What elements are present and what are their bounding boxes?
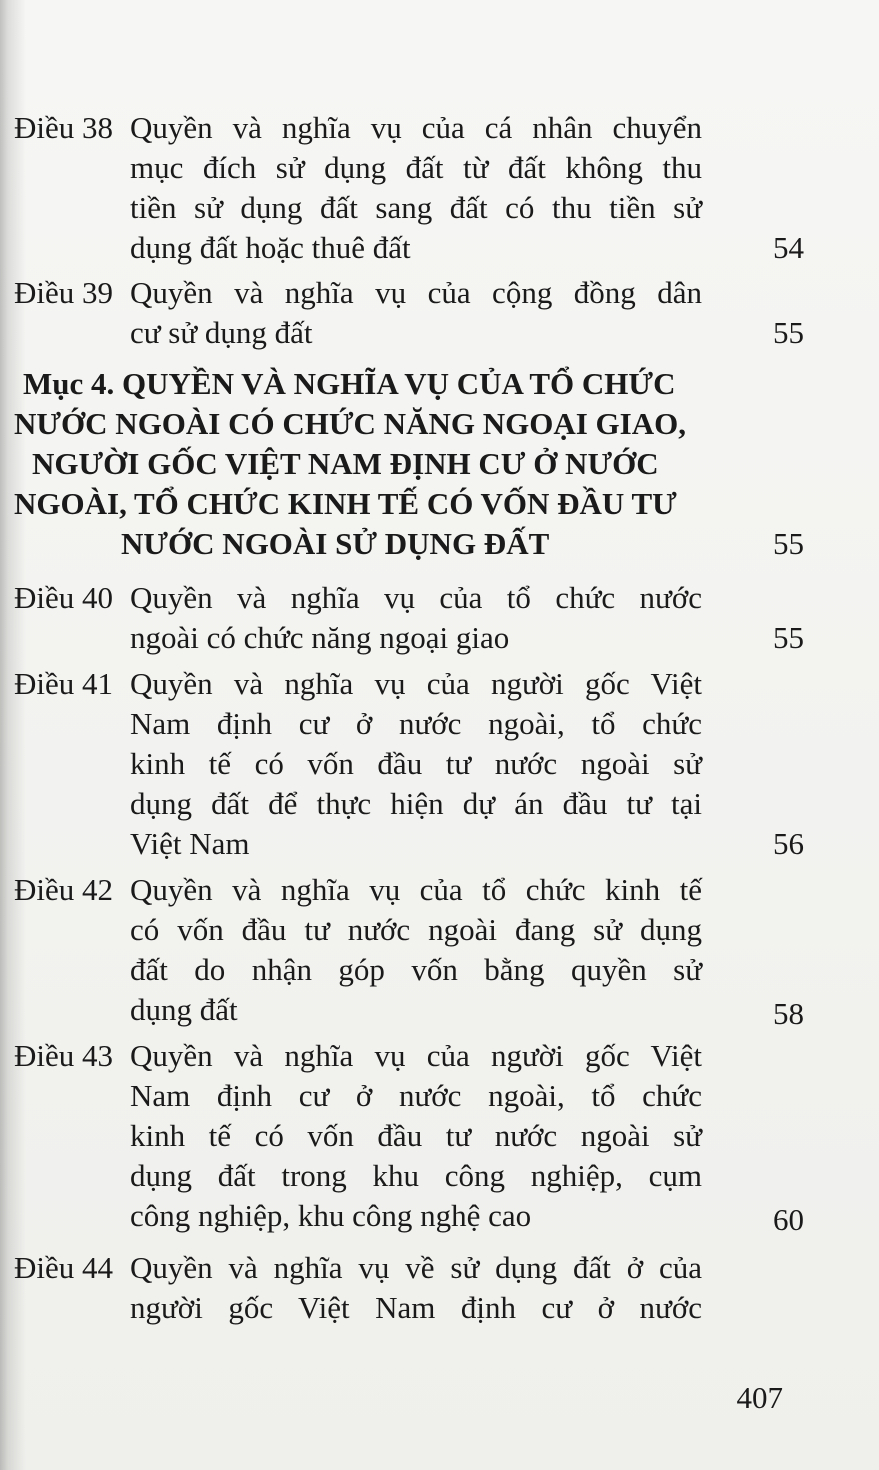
article-label: Điều 44: [14, 1250, 114, 1285]
article-label: Điều 40: [14, 580, 114, 615]
article-label: Điều 42: [14, 872, 114, 907]
article-title: Quyền và nghĩa vụ về sử dụng đất ở của người gốc Việt Nam định cư ở nước: [130, 1250, 702, 1325]
section-heading[interactable]: Mục 4. QUYỀN VÀ NGHĨA VỤ CỦA TỔ CHỨC NƯỚC NGOÀI CÓ CHỨC NĂNG NGOẠI GIAO, NGƯỜI GỐC VIỆT NAM ĐỊNH CƯ Ở NƯỚC NGOÀI, TỔ CHỨC KINH TẾ CÓ VỐN ĐẦU TƯ NƯỚC NGOÀI SỬ DỤNG ĐẤT 55: [14, 364, 804, 564]
toc-entry[interactable]: [14, 108, 804, 268]
article-label: Điều 38: [14, 110, 114, 145]
article-title: Quyền và nghĩa vụ của người gốc Việt Nam định cư ở nước ngoài, tổ chức kinh tế có vốn đầu tư nước ngoài sử dụng đất trong khu công nghiệp, cụm công nghiệp, khu công nghệ cao: [130, 1038, 702, 1233]
article-title: Quyền và nghĩa vụ của cộng đồng dân cư sử dụng đất: [130, 275, 702, 350]
article-title: Quyền và nghĩa vụ của người gốc Việt Nam định cư ở nước ngoài, tổ chức kinh tế có vốn đầu tư nước ngoài sử dụng đất để thực hiện dự án đầu tư tại Việt Nam: [130, 666, 702, 861]
article-title: Quyền và nghĩa vụ của cá nhân chuyển mục đích sử dụng đất từ đất không thu tiền sử dụng đất sang đất có thu tiền sử dụng đất hoặc thuê đất: [130, 110, 702, 265]
toc-entry[interactable]: [14, 1036, 804, 1236]
article-label: Điều 43: [14, 1038, 114, 1073]
article-label: Điều 41: [14, 666, 114, 701]
page-number: 55: [773, 315, 804, 350]
page-number: 60: [773, 1202, 804, 1237]
page-number: 58: [773, 996, 804, 1031]
toc-entry[interactable]: [14, 273, 804, 353]
article-label: Điều 39: [14, 275, 114, 310]
article-title: Quyền và nghĩa vụ của tổ chức kinh tế có vốn đầu tư nước ngoài đang sử dụng đất do nhận góp vốn bằng quyền sử dụng đất: [130, 872, 702, 1027]
page-number: 54: [773, 230, 804, 265]
page-number: 55: [773, 620, 804, 655]
page-number: 56: [773, 826, 804, 861]
toc-entry[interactable]: [14, 870, 804, 1030]
toc-entry[interactable]: [14, 578, 804, 658]
toc-entry[interactable]: [14, 664, 804, 864]
folio-page-number: 407: [736, 1380, 783, 1415]
page-number: 55: [773, 526, 804, 561]
article-title: Quyền và nghĩa vụ của tổ chức nước ngoài có chức năng ngoại giao: [130, 580, 702, 655]
toc-entry[interactable]: [14, 1248, 804, 1328]
